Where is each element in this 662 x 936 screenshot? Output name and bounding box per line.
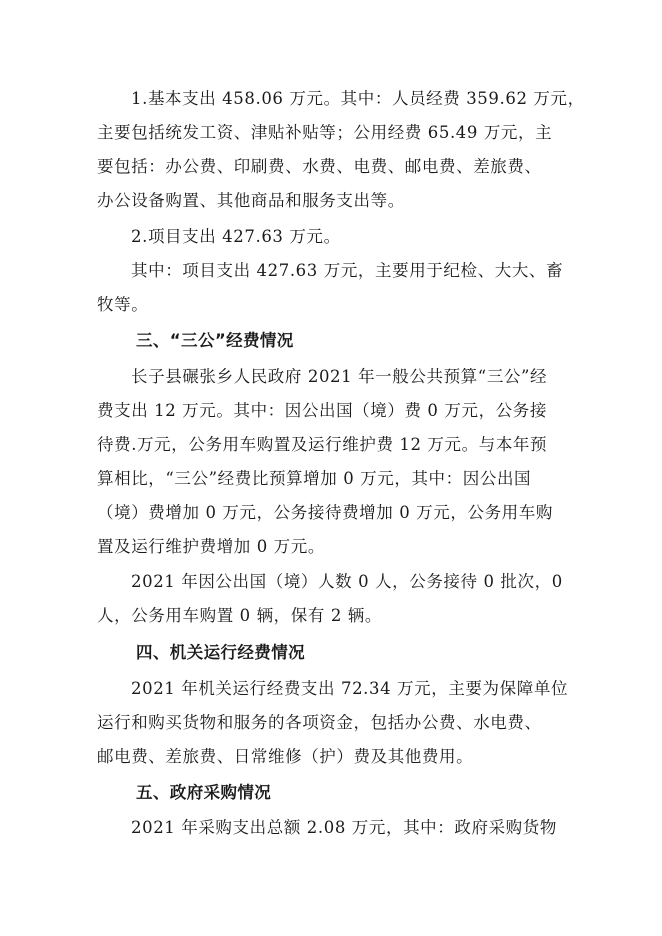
project-expense-line-2: 其中：项目支出 427.63 万元，主要用于纪检、大大、畜 <box>131 261 564 280</box>
project-expense-line-3: 牧等。 <box>97 295 149 314</box>
basic-expense-line-3: 要包括：办公费、印刷费、水费、电费、邮电费、差旅费、 <box>97 157 542 176</box>
operating-line-3: 邮电费、差旅费、日常维修（护）费及其他费用。 <box>97 747 474 766</box>
people-line-2: 人，公务用车购置 0 辆，保有 2 辆。 <box>97 606 382 625</box>
sangong-line-3: 待费.万元，公务用车购置及运行维护费 12 万元。与本年预 <box>97 435 548 454</box>
section-heading-operating: 四、机关运行经费情况 <box>136 643 305 662</box>
basic-expense-line-1: 1.基本支出 458.06 万元。其中：人员经费 359.62 万元， <box>131 89 585 108</box>
basic-expense-line-2: 主要包括统发工资、津贴补贴等；公用经费 65.49 万元，主 <box>97 123 553 142</box>
basic-expense-line-4: 办公设备购置、其他商品和服务支出等。 <box>97 191 405 210</box>
procurement-line-1: 2021 年采购支出总额 2.08 万元，其中：政府采购货物 <box>131 818 557 837</box>
sangong-line-5: （境）费增加 0 万元，公务接待费增加 0 万元，公务用车购 <box>97 503 553 522</box>
sangong-line-1: 长子县碾张乡人民政府 2021 年一般公共预算“三公”经 <box>131 367 548 386</box>
people-line-1: 2021 年因公出国（境）人数 0 人，公务接待 0 批次，0 <box>131 572 563 591</box>
project-expense-line-1: 2.项目支出 427.63 万元。 <box>131 227 341 246</box>
operating-line-1: 2021 年机关运行经费支出 72.34 万元，主要为保障单位 <box>131 679 569 698</box>
section-heading-sangong: 三、“三公”经费情况 <box>136 331 294 350</box>
operating-line-2: 运行和购买货物和服务的各项资金，包括办公费、水电费、 <box>97 713 542 732</box>
sangong-line-6: 置及运行维护费增加 0 万元。 <box>97 537 325 556</box>
sangong-line-2: 费支出 12 万元。其中：因公出国（境）费 0 万元，公务接 <box>97 401 547 420</box>
sangong-line-4: 算相比，“三公”经费比预算增加 0 万元，其中：因公出国 <box>97 469 532 488</box>
section-heading-procurement: 五、政府采购情况 <box>136 783 272 802</box>
